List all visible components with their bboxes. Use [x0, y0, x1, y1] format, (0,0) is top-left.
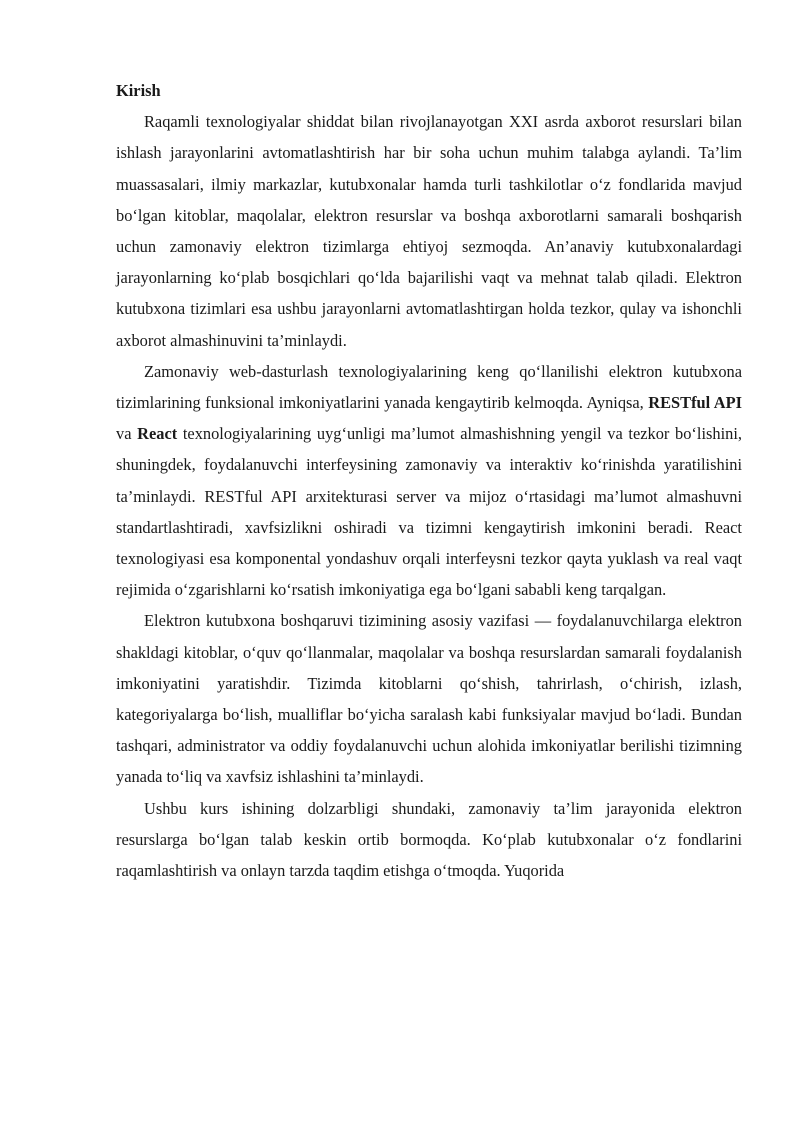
paragraph-2-text-a: Zamonaviy web-dasturlash texnologiyalarining keng qo‘llanilishi elektron kutubxona tizimlarining funksional imkoniyatlarini yanada kengaytirib kelmoqda. Ayniqsa, — [116, 361, 742, 413]
bold-term-react: React — [137, 424, 178, 444]
paragraph-2-text-b: va — [116, 424, 132, 444]
paragraph-3: Elektron kutubxona boshqaruvi tizimining asosiy vazifasi — foydalanuvchilarga elektron shakldagi kitoblar, o‘quv qo‘llanmalar, maqolalar va boshqa resurslardan samarali foydalanish imkoniyatini yaratishdir. Tizimda kitoblarni qo‘shish, tahrirlash, o‘chirish, izlash, kategoriyalarga bo‘lish, mualliflar bo‘yicha saralash kabi funksiyalar mavjud bo‘ladi. Bundan tashqari, administrator va oddiy foydalanuvchi uchun alohida imkoniyatlar berilishi tizimning yanada to‘liq va xavfsiz ishlashini ta’minlaydi. — [116, 611, 742, 787]
document-page — [116, 75, 742, 886]
paragraph-2 — [116, 356, 742, 606]
paragraph-1: Raqamli texnologiyalar shiddat bilan rivojlanayotgan XXI asrda axborot resurslari bilan ishlash jarayonlarini avtomatlashtirish har bir soha uchun muhim talabga aylandi. Ta’lim muassasalari, ilmiy markazlar, kutubxonalar hamda turli tashkilotlar o‘z fondlarida mavjud bo‘lgan kitoblar, maqolalar, elektron resurslar va boshqa axborotlarni samarali boshqarish uchun zamonaviy elektron tizimlarga ehtiyoj sezmoqda. An’anaviy kutubxonalardagi jarayonlarning ko‘plab bosqichlari qo‘lda bajarilishi vaqt va mehnat talab qiladi. Elektron kutubxona tizimlari esa ushbu jarayonlarni avtomatlashtirgan holda tezkor, qulay va ishonchli axborot almashinuvini ta’minlaydi. — [116, 112, 742, 350]
bold-term-restful-api: RESTful API — [648, 393, 742, 413]
paragraph-4: Ushbu kurs ishining dolzarbligi shundaki, zamonaviy ta’lim jarayonida elektron resurslarga bo‘lgan talab keskin ortib bormoqda. Ko‘plab kutubxonalar o‘z fondlarini raqamlashtirish va onlayn tarzda taqdim etishga o‘tmoqda. Yuqorida — [116, 798, 742, 881]
paragraph-2-text-c: texnologiyalarining uyg‘unligi ma’lumot almashishning yengil va tezkor bo‘lishini, shuningdek, foydalanuvchi interfeysining zamonaviy va interaktiv ko‘rinishda yaratilishini ta’minlaydi. RESTful API arxitekturasi server va mijoz o‘rtasidagi ma’lumot almashuvni standartlashtiradi, xavfsizlikni oshiradi va tizimni kengaytirish imkonini beradi. React texnologiyasi esa komponental yondashuv orqali interfeysni tezkor qayta yuklash va real vaqt rejimida o‘zgarishlarni ko‘rsatish imkoniyatiga ega bo‘lgani sababli keng tarqalgan. — [116, 424, 742, 600]
section-heading: Kirish — [116, 81, 161, 100]
